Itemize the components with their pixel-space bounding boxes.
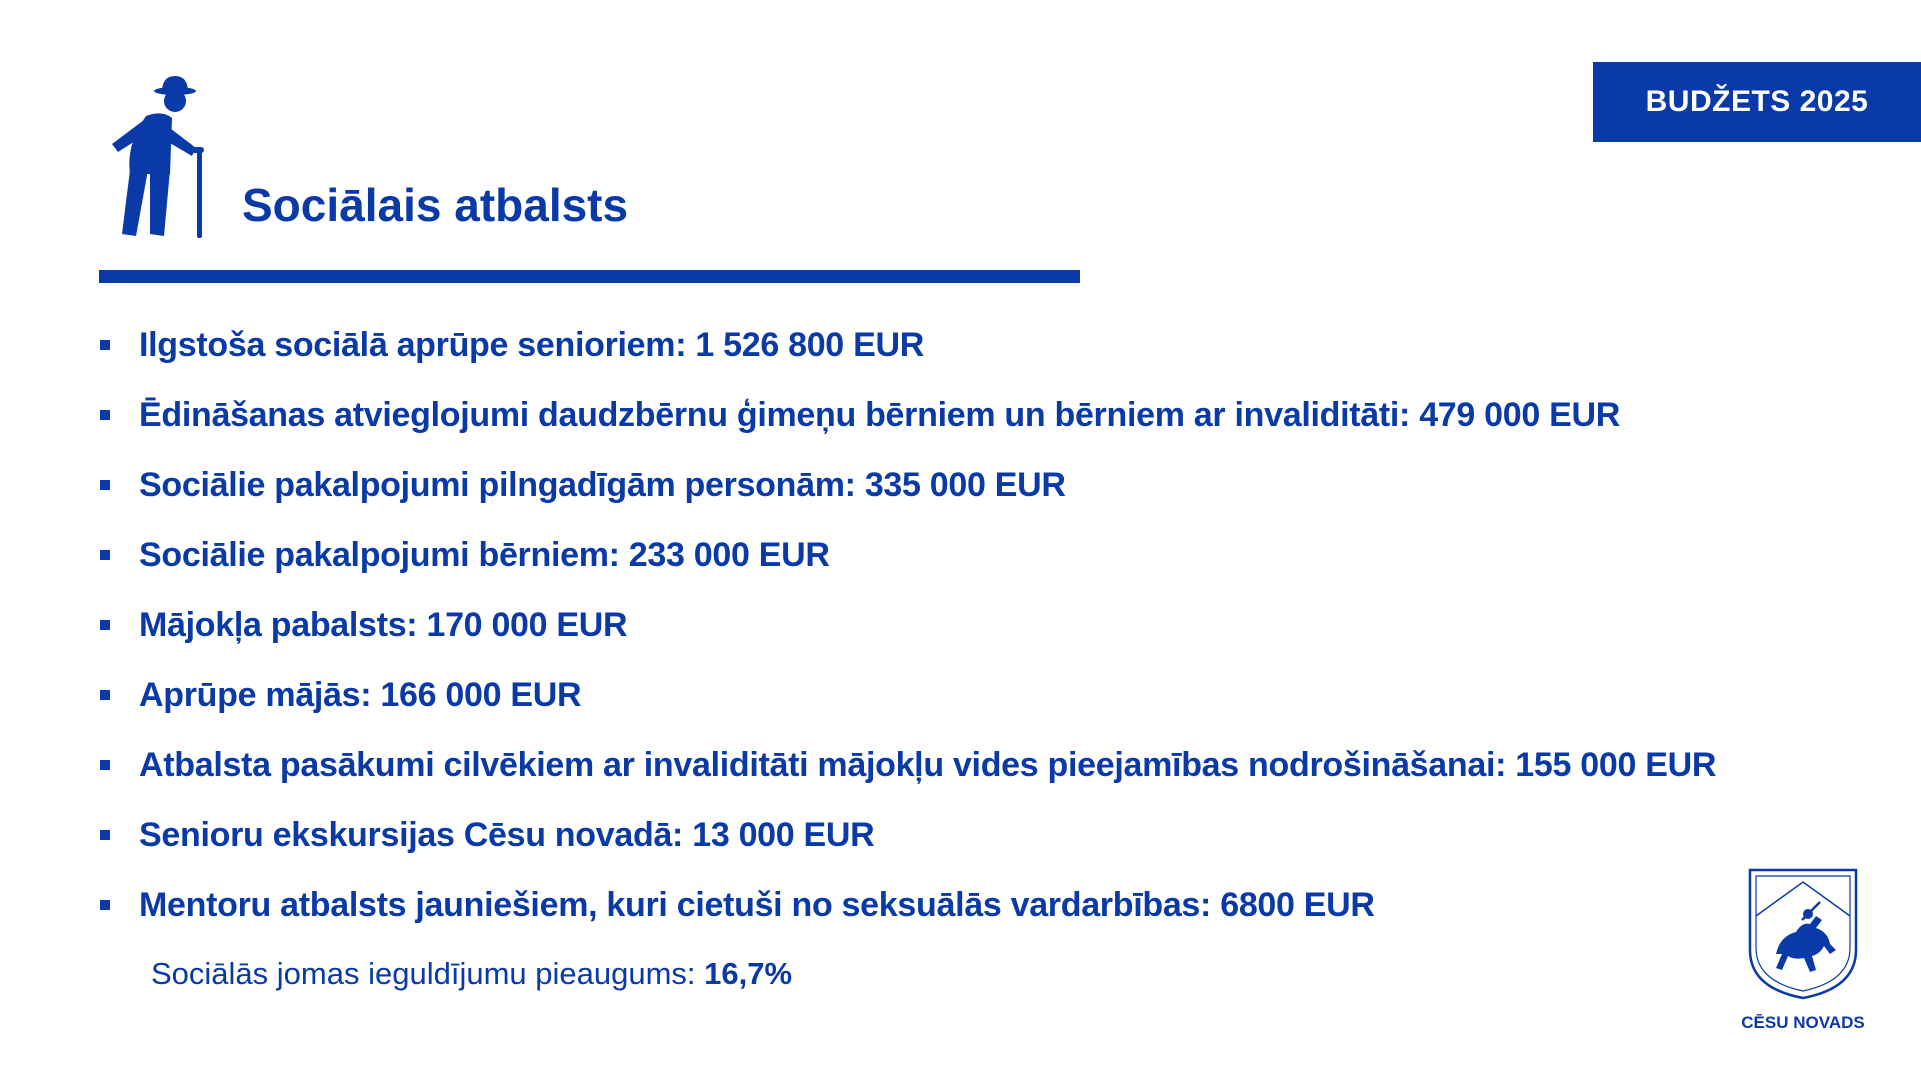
list-item-text: Mentoru atbalsts jauniešiem, kuri cietuši no seksuālās vardarbības: 6800 EUR xyxy=(139,885,1375,924)
list-item-text: Aprūpe mājās: 166 000 EUR xyxy=(139,675,582,714)
elderly-person-icon xyxy=(100,74,210,239)
list-item xyxy=(100,870,1716,940)
budget-item-list xyxy=(100,310,1716,940)
list-item xyxy=(100,520,1716,590)
growth-value: 16,7% xyxy=(704,956,793,991)
bullet-icon xyxy=(100,760,110,770)
bullet-icon xyxy=(100,340,110,350)
list-item-text: Sociālie pakalpojumi pilngadīgām personām: 335 000 EUR xyxy=(139,465,1066,504)
coat-of-arms-icon xyxy=(1746,866,1860,1002)
list-item-text: Sociālie pakalpojumi bērniem: 233 000 EUR xyxy=(139,535,830,574)
title-divider xyxy=(99,270,1080,283)
page-title: Sociālais atbalsts xyxy=(242,179,629,231)
bullet-icon xyxy=(100,620,110,630)
list-item xyxy=(100,590,1716,660)
list-item-text: Mājokļa pabalsts: 170 000 EUR xyxy=(139,605,628,644)
list-item-text: Senioru ekskursijas Cēsu novadā: 13 000 EUR xyxy=(139,815,875,854)
growth-note xyxy=(151,956,792,992)
bullet-icon xyxy=(100,900,110,910)
list-item xyxy=(100,660,1716,730)
list-item-text: Atbalsta pasākumi cilvēkiem ar invaliditāti mājokļu vides pieejamības nodrošināšanai: 155 000 EUR xyxy=(139,745,1717,784)
budget-badge-label: BUDŽETS 2025 xyxy=(1645,85,1869,118)
list-item xyxy=(100,800,1716,870)
logo-label: CĒSU NOVADS xyxy=(1741,1013,1865,1032)
list-item xyxy=(100,380,1716,450)
bullet-icon xyxy=(100,690,110,700)
bullet-icon xyxy=(100,480,110,490)
list-item-text: Ilgstoša sociālā aprūpe senioriem: 1 526 800 EUR xyxy=(139,325,924,364)
list-item xyxy=(100,450,1716,520)
bullet-icon xyxy=(100,830,110,840)
bullet-icon xyxy=(100,410,110,420)
list-item-text: Ēdināšanas atvieglojumi daudzbērnu ģimeņu bērniem un bērniem ar invaliditāti: 479 000 EUR xyxy=(139,395,1621,434)
list-item xyxy=(100,310,1716,380)
list-item xyxy=(100,730,1716,800)
bullet-icon xyxy=(100,550,110,560)
growth-label: Sociālās jomas ieguldījumu pieaugums: xyxy=(151,956,705,991)
budget-badge xyxy=(1593,62,1921,142)
